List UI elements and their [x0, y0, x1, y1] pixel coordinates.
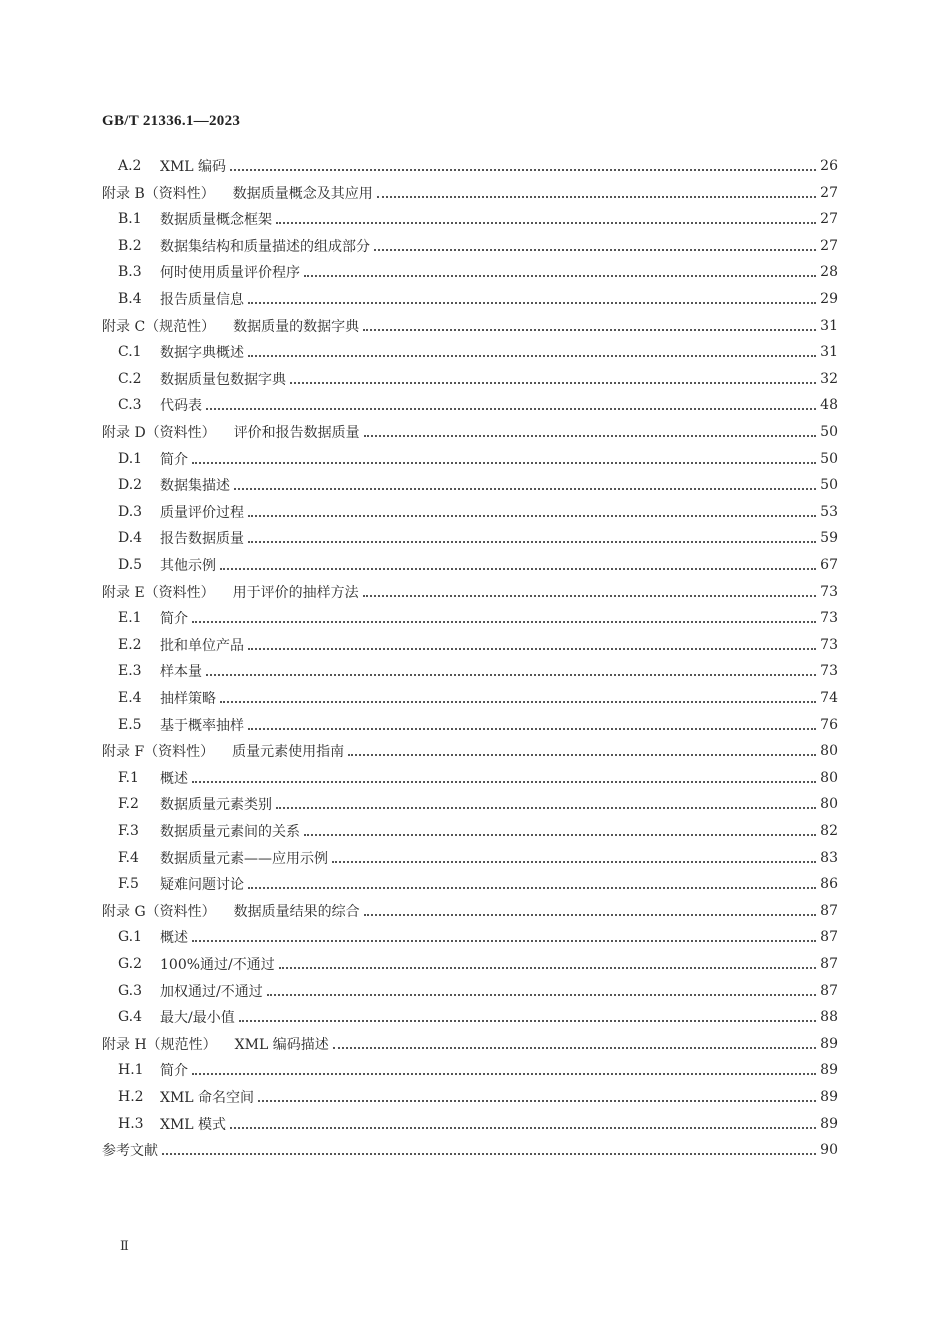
toc-entry-title: 评价和报告数据质量 — [233, 425, 360, 441]
toc-entry-number: 附录 E（资料性） — [102, 584, 215, 601]
toc-entry[interactable] — [118, 818, 838, 844]
toc-entry-page: 76 — [820, 716, 838, 733]
toc-entry-page: 87 — [820, 956, 838, 972]
toc-entry[interactable] — [102, 898, 838, 924]
toc-entry[interactable] — [102, 579, 838, 605]
toc-entry[interactable] — [102, 313, 838, 339]
toc-entry[interactable] — [118, 153, 838, 179]
dot-leader — [332, 847, 816, 863]
toc-entry[interactable] — [118, 791, 838, 817]
toc-entry-page: 50 — [820, 424, 838, 440]
dot-leader — [234, 474, 816, 490]
toc-entry-title: 用于评价的抽样方法 — [232, 584, 359, 601]
toc-entry-page: 31 — [820, 317, 838, 334]
dot-leader — [258, 1086, 816, 1102]
toc-entry-title: 数据质量结果的综合 — [233, 903, 360, 920]
toc-entry-title: 数据集描述 — [160, 478, 230, 495]
toc-entry-title: 何时使用质量评价程序 — [160, 265, 300, 282]
toc-entry-page: 67 — [820, 557, 838, 573]
toc-entry-page: 31 — [820, 344, 838, 361]
toc-entry-number: C.2 — [118, 370, 142, 387]
toc-entry-title: 概述 — [160, 770, 188, 787]
toc-entry-number: E.4 — [118, 690, 142, 706]
toc-entry[interactable] — [118, 392, 838, 418]
toc-entry-number: H.1 — [118, 1062, 144, 1079]
dot-leader — [230, 155, 816, 171]
toc-entry[interactable] — [118, 924, 838, 950]
toc-entry-title: 抽样策略 — [160, 691, 216, 707]
toc-entry-page: 32 — [820, 370, 838, 387]
toc-entry-number: G.3 — [118, 982, 143, 999]
dot-leader — [192, 607, 816, 623]
toc-entry-title: 数据质量元素——应用示例 — [160, 850, 328, 867]
toc-entry-title: 批和单位产品 — [160, 637, 244, 654]
toc-entry[interactable] — [118, 446, 838, 472]
toc-entry[interactable] — [118, 366, 838, 392]
toc-entry-page: 80 — [820, 796, 838, 813]
toc-entry-number: 附录 G（资料性） — [102, 903, 216, 920]
toc-entry-number: A.2 — [118, 158, 142, 174]
toc-entry-number: D.4 — [118, 530, 143, 547]
toc-entry-page: 90 — [820, 1142, 838, 1159]
toc-entry-title: XML 命名空间 — [160, 1090, 255, 1106]
toc-entry-page: 29 — [820, 291, 838, 307]
dot-leader — [162, 1139, 816, 1155]
toc-entry-page: 48 — [820, 397, 838, 414]
dot-leader — [220, 687, 816, 703]
dot-leader — [248, 873, 816, 889]
toc-entry-number: G.4 — [118, 1009, 143, 1026]
toc-entry-title: 质量元素使用指南 — [232, 744, 345, 761]
toc-entry-number: F.3 — [118, 823, 139, 839]
toc-entry-title: 最大/最小值 — [160, 1010, 235, 1027]
dot-leader — [364, 900, 816, 916]
toc-entry-number: B.4 — [118, 291, 142, 307]
toc-entry-title: 疑难问题讨论 — [160, 877, 244, 894]
toc-entry-page: 27 — [820, 211, 838, 228]
toc-entry-number: G.2 — [118, 956, 143, 972]
toc-entry-page: 26 — [820, 158, 838, 174]
toc-entry-page: 27 — [820, 237, 838, 254]
dot-leader — [248, 634, 816, 650]
toc-entry-page: 73 — [820, 610, 838, 627]
dot-leader — [276, 208, 816, 224]
dot-leader — [333, 1033, 816, 1049]
toc-entry-page: 27 — [820, 184, 838, 201]
toc-entry-number: B.2 — [118, 237, 142, 254]
toc-entry-page: 87 — [820, 902, 838, 919]
toc-entry-page: 82 — [820, 823, 838, 839]
toc-entry[interactable] — [118, 1111, 838, 1137]
toc-entry[interactable] — [102, 1031, 838, 1057]
toc-entry[interactable] — [102, 419, 838, 445]
toc-entry-page: 50 — [820, 477, 838, 494]
toc-entry-page: 74 — [820, 690, 838, 706]
toc-entry[interactable] — [118, 951, 838, 977]
toc-entry-page: 89 — [820, 1062, 838, 1079]
toc-entry-page: 50 — [820, 450, 838, 467]
toc-entry-number: D.5 — [118, 557, 143, 573]
toc-entry[interactable] — [118, 712, 838, 738]
toc-entry-page: 73 — [820, 636, 838, 653]
toc-entry-page: 80 — [820, 743, 838, 760]
toc-entry-page: 28 — [820, 264, 838, 281]
dot-leader — [248, 341, 816, 357]
dot-leader — [248, 527, 816, 543]
toc-entry-number: C.1 — [118, 344, 142, 361]
toc-entry-page: 53 — [820, 503, 838, 520]
toc-entry-page: 86 — [820, 876, 838, 893]
page-number: Ⅱ — [120, 1238, 129, 1253]
dot-leader — [248, 501, 816, 517]
toc-entry-page: 59 — [820, 530, 838, 547]
toc-entry-number: G.1 — [118, 929, 143, 946]
toc-entry[interactable] — [118, 206, 838, 232]
toc-entry-number: E.3 — [118, 663, 142, 680]
dot-leader — [230, 1113, 816, 1129]
dot-leader — [304, 820, 816, 836]
toc-entry-number: 附录 C（规范性） — [102, 318, 216, 335]
toc-entry[interactable] — [118, 845, 838, 871]
toc-entry-number: 附录 F（资料性） — [102, 744, 215, 761]
toc-entry-page: 89 — [820, 1089, 838, 1105]
toc-entry-page: 87 — [820, 929, 838, 946]
toc-entry-title: 其他示例 — [160, 558, 216, 574]
toc-entry-number: B.1 — [118, 211, 142, 228]
toc-entry-number: D.2 — [118, 477, 143, 494]
toc-entry-title: 简介 — [160, 611, 188, 628]
toc-entry-title: 数据质量元素间的关系 — [160, 824, 300, 840]
toc-entry-title: 数据质量包数据字典 — [160, 371, 286, 388]
toc-entry-number: E.1 — [118, 610, 142, 627]
toc-entry-title: 报告数据质量 — [160, 531, 244, 548]
toc-entry-title: 报告质量信息 — [160, 292, 244, 308]
dot-leader — [192, 767, 816, 783]
toc-entry[interactable] — [118, 658, 838, 684]
toc-entry-number: F.1 — [118, 769, 139, 786]
dot-leader — [363, 581, 816, 597]
toc-entry-title: 数据字典概述 — [160, 345, 244, 362]
toc-entry[interactable] — [118, 499, 838, 525]
toc-entry-title: 基于概率抽样 — [160, 717, 244, 734]
toc-entry-title: 简介 — [160, 1063, 188, 1080]
dot-leader — [206, 394, 816, 410]
dot-leader — [239, 1006, 816, 1022]
toc-entry-number: E.5 — [118, 716, 142, 733]
toc-entry-page: 89 — [820, 1115, 838, 1132]
dot-leader — [276, 793, 816, 809]
toc-entry-page: 73 — [820, 583, 838, 600]
dot-leader — [192, 448, 816, 464]
toc-entry-title: 100%通过/不通过 — [160, 957, 275, 973]
toc-entry[interactable] — [118, 472, 838, 498]
toc-entry-number: E.2 — [118, 636, 142, 653]
toc-entry-title: XML 编码 — [160, 159, 227, 175]
document-id-header: GB/T 21336.1—2023 — [102, 113, 241, 129]
toc-entry-title: 质量评价过程 — [160, 504, 244, 521]
toc-entry-page: 83 — [820, 849, 838, 866]
toc-entry-number: F.5 — [118, 876, 139, 893]
toc-entry[interactable] — [118, 1004, 838, 1030]
dot-leader — [206, 660, 816, 676]
toc-entry-title: XML 编码描述 — [234, 1036, 329, 1053]
toc-entry-page: 89 — [820, 1035, 838, 1052]
toc-entry-number: H.3 — [118, 1115, 144, 1132]
dot-leader — [248, 714, 816, 730]
toc-entry-number: 附录 B（资料性） — [102, 185, 215, 202]
dot-leader — [248, 288, 816, 304]
toc-entry-title: 概述 — [160, 930, 188, 947]
toc-entry[interactable] — [118, 286, 838, 312]
toc-entry-title: 样本量 — [160, 664, 202, 681]
toc-entry-number: B.3 — [118, 264, 142, 281]
dot-leader — [192, 926, 816, 942]
toc-entry-title: 参考文献 — [102, 1143, 158, 1160]
toc-entry-number: C.3 — [118, 397, 142, 414]
dot-leader — [192, 1059, 816, 1075]
toc-entry-title: XML 模式 — [160, 1116, 227, 1133]
toc-entry[interactable] — [118, 233, 838, 259]
toc-entry[interactable] — [118, 685, 838, 711]
toc-entry-number: F.2 — [118, 796, 139, 813]
toc-entry-page: 88 — [820, 1009, 838, 1026]
dot-leader — [348, 740, 816, 756]
dot-leader — [220, 554, 816, 570]
toc-entry-title: 数据质量的数据字典 — [233, 318, 360, 335]
dot-leader — [267, 980, 816, 996]
toc-entry[interactable] — [118, 552, 838, 578]
toc-entry-page: 87 — [820, 982, 838, 999]
toc-entry-title: 数据集结构和质量描述的组成部分 — [160, 238, 370, 255]
toc-entry-number: 附录 H（规范性） — [102, 1036, 217, 1053]
toc-entry[interactable] — [118, 1084, 838, 1110]
toc-entry-page: 73 — [820, 663, 838, 680]
dot-leader — [377, 182, 816, 198]
toc-entry-number: D.1 — [118, 450, 143, 467]
toc-entry[interactable] — [118, 632, 838, 658]
dot-leader — [304, 261, 816, 277]
toc-entry[interactable] — [102, 180, 838, 206]
toc-entry-number: F.4 — [118, 849, 139, 866]
toc-entry[interactable] — [118, 525, 838, 551]
toc-entry[interactable] — [118, 978, 838, 1004]
dot-leader — [279, 953, 816, 969]
toc-entry-page: 80 — [820, 769, 838, 786]
toc-entry-title: 数据质量概念框架 — [160, 212, 272, 229]
toc-entry[interactable] — [118, 1057, 838, 1083]
toc-entry[interactable] — [102, 738, 838, 764]
toc-entry[interactable] — [118, 259, 838, 285]
dot-leader — [363, 315, 816, 331]
toc-entry-number: 附录 D（资料性） — [102, 425, 216, 441]
toc-entry[interactable] — [118, 605, 838, 631]
dot-leader — [290, 368, 816, 384]
toc-entry-title: 数据质量元素类别 — [160, 797, 272, 814]
toc-entry[interactable] — [118, 765, 838, 791]
toc-entry-title: 简介 — [160, 451, 188, 468]
dot-leader — [364, 421, 816, 437]
toc-entry[interactable] — [118, 871, 838, 897]
toc-entry[interactable] — [102, 1137, 838, 1163]
dot-leader — [374, 235, 816, 251]
toc-entry-number: H.2 — [118, 1089, 144, 1105]
toc-entry-title: 代码表 — [160, 398, 202, 415]
toc-entry-title: 数据质量概念及其应用 — [232, 185, 373, 202]
toc-entry-title: 加权通过/不通过 — [160, 983, 263, 1000]
toc-entry-number: D.3 — [118, 503, 143, 520]
toc-entry[interactable] — [118, 339, 838, 365]
